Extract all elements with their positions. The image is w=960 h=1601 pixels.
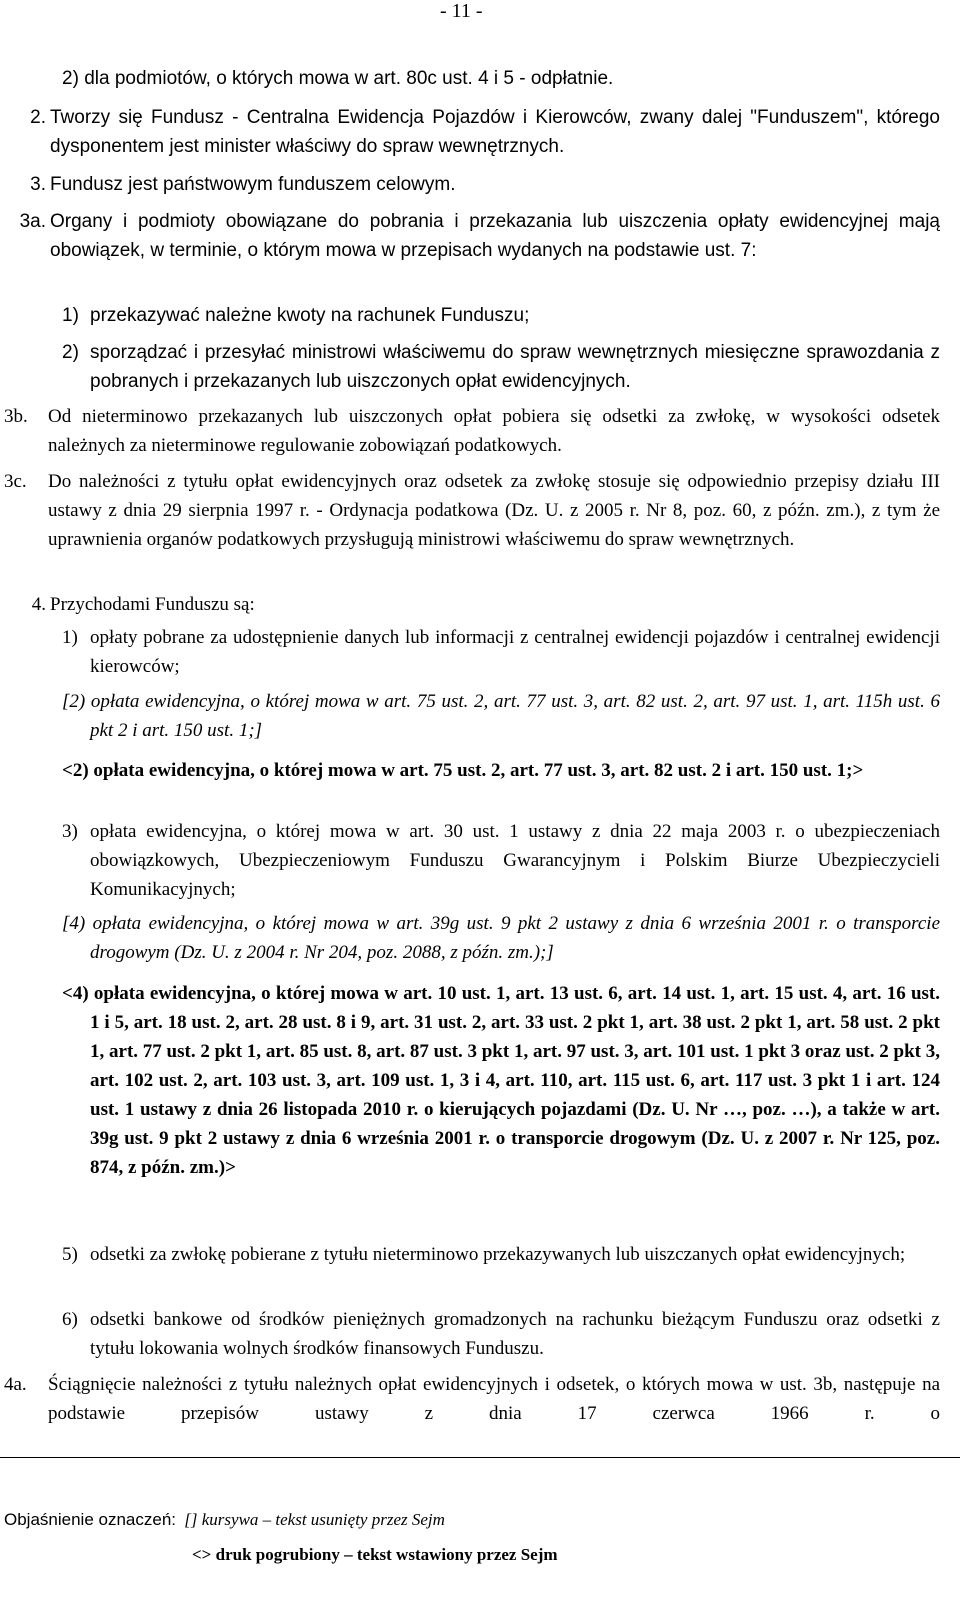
section-paragraph bbox=[0, 590, 940, 619]
list-item bbox=[62, 301, 940, 330]
list-item bbox=[62, 1305, 940, 1363]
section-number: 3b. bbox=[4, 406, 28, 427]
section-paragraph bbox=[0, 103, 940, 161]
item-text: <4) opłata ewidencyjna, o której mowa w art. 10 ust. 1, art. 13 ust. 6, art. 14 ust. 1, art. 15 ust. 4, art. 16 ust. 1 i 5, art. 18 ust. 2, art. 28 ust. 8 i 9, art. 31 ust. 2, art. 33 ust. 2 pkt 1, art. 38 ust. 2 pkt 1, art. 58 ust. 2 pkt 1, art. 77 ust. 2 pkt 1, art. 85 ust. 8, art. 87 ust. 3 pkt 1, art. 97 ust. 3, art. 101 ust. 1 pkt 3 oraz ust. 2 pkt 3, art. 102 ust. 2, art. 103 ust. 3, art. 109 ust. 1, 3 i 4, art. 110, art. 115 ust. 6, art. 117 ust. 3 pkt 1 i art. 124 ust. 1 ustawy z dnia 26 listopada 2010 r. o kierujących pojazdami (Dz. U. Nr …, poz. …), a także w art. 39g ust. 9 pkt 2 ustawy z dnia 6 września 2001 r. o transporcie drogowym (Dz. U. z 2007 r. Nr 125, poz. 874, z późn. zm.)> bbox=[62, 983, 940, 1178]
deleted-text-item bbox=[62, 909, 940, 967]
item-number: 1) bbox=[62, 627, 78, 648]
item-number: 3) bbox=[62, 821, 78, 842]
item-text: [4) opłata ewidencyjna, o której mowa w art. 39g ust. 9 pkt 2 ustawy z dnia 6 września 2001 r. o transporcie drogowym (Dz. U. z 2004 r. Nr 204, poz. 2088, z późn. zm.);] bbox=[62, 913, 940, 963]
list-item bbox=[62, 64, 942, 93]
item-text: sporządzać i przesyłać ministrowi właściwemu do spraw wewnętrznych miesięczne sprawozdania z pobranych i przekazanych lub uiszczonych opłat ewidencyjnych. bbox=[90, 342, 940, 392]
list-item bbox=[62, 1240, 940, 1269]
section-paragraph bbox=[4, 402, 940, 460]
item-text: [2) opłata ewidencyjna, o której mowa w art. 75 ust. 2, art. 77 ust. 3, art. 82 ust. 2, art. 97 ust. 1, art. 115h ust. 6 pkt 2 i art. 150 ust. 1;] bbox=[62, 691, 940, 741]
list-item bbox=[62, 817, 940, 904]
section-number: 3c. bbox=[4, 471, 27, 492]
inserted-text-item bbox=[62, 756, 940, 785]
footer-legend bbox=[4, 1510, 445, 1530]
item-text: dla podmiotów, o których mowa w art. 80c ust. 4 i 5 - odpłatnie. bbox=[84, 68, 614, 89]
item-text: przekazywać należne kwoty na rachunek Funduszu; bbox=[90, 305, 530, 326]
section-number: 4a. bbox=[4, 1374, 27, 1395]
item-number: 1) bbox=[62, 305, 79, 326]
section-text: Ściągnięcie należności z tytułu należnych opłat ewidencyjnych i odsetek, o których mowa w ust. 3b, następuje na podstawie przepisów ustawy z dnia 17 czerwca 1966 r. o bbox=[48, 1374, 940, 1424]
deleted-text-item bbox=[62, 687, 940, 745]
section-number: 3. bbox=[30, 174, 46, 195]
section-text: Organy i podmioty obowiązane do pobrania i przekazania lub uiszczenia opłaty ewidencyjnej mają obowiązek, w terminie, o którym mowa w przepisach wydanych na podstawie ust. 7: bbox=[50, 211, 940, 261]
item-number: 2) bbox=[62, 342, 79, 363]
section-paragraph bbox=[0, 207, 940, 265]
section-text: Do należności z tytułu opłat ewidencyjnych oraz odsetek za zwłokę stosuje się odpowiednio przepisy działu III ustawy z dnia 29 sierpnia 1997 r. - Ordynacja podatkowa (Dz. U. z 2005 r. Nr 8, poz. 60, z późn. zm.), z tym że uprawnienia organów podatkowych przysługują ministrowi właściwemu do spraw wewnętrznych. bbox=[48, 471, 940, 550]
list-item bbox=[62, 623, 940, 681]
item-text: <2) opłata ewidencyjna, o której mowa w art. 75 ust. 2, art. 77 ust. 3, art. 82 ust. 2 i art. 150 ust. 1;> bbox=[62, 760, 864, 781]
section-text: Tworzy się Fundusz - Centralna Ewidencja Pojazdów i Kierowców, zwany dalej "Funduszem", którego dysponentem jest minister właściwy do spraw wewnętrznych. bbox=[50, 107, 940, 157]
legend-italic: [] kursywa – tekst usunięty przez Sejm bbox=[184, 1510, 445, 1529]
item-text: odsetki za zwłokę pobierane z tytułu nieterminowo przekazywanych lub uiszczanych opłat ewidencyjnych; bbox=[90, 1244, 906, 1265]
item-text: odsetki bankowe od środków pieniężnych gromadzonych na rachunku bieżącym Funduszu oraz odsetki z tytułu lokowania wolnych środków finansowych Funduszu. bbox=[90, 1309, 940, 1359]
section-paragraph bbox=[4, 467, 940, 554]
section-paragraph bbox=[0, 170, 940, 199]
section-text: Przychodami Funduszu są: bbox=[50, 594, 255, 615]
legend-label: Objaśnienie oznaczeń: bbox=[4, 1510, 177, 1529]
section-paragraph bbox=[4, 1370, 940, 1428]
legend-bold: <> druk pogrubiony – tekst wstawiony przez Sejm bbox=[192, 1545, 558, 1564]
inserted-text-item bbox=[62, 979, 940, 1182]
page-number: - 11 - bbox=[440, 0, 483, 22]
item-number: 5) bbox=[62, 1244, 78, 1265]
item-text: opłata ewidencyjna, o której mowa w art. 30 ust. 1 ustawy z dnia 22 maja 2003 r. o ubezpieczeniach obowiązkowych, Ubezpieczeniowym Funduszu Gwarancyjnym i Polskim Biurze Ubezpieczycieli Komunikacyjnych; bbox=[90, 821, 940, 900]
list-item bbox=[62, 338, 940, 396]
section-text: Od nieterminowo przekazanych lub uiszczonych opłat pobiera się odsetki za zwłokę, w wysokości odsetek należnych za nieterminowe regulowanie zobowiązań podatkowych. bbox=[48, 406, 940, 456]
section-number: 4. bbox=[31, 594, 46, 615]
item-number: 6) bbox=[62, 1309, 78, 1330]
section-number: 3a. bbox=[19, 211, 46, 232]
item-number: 2) bbox=[62, 68, 79, 89]
footer-divider bbox=[0, 1457, 960, 1458]
section-number: 2. bbox=[30, 107, 46, 128]
item-text: opłaty pobrane za udostępnienie danych lub informacji z centralnej ewidencji pojazdów i centralnej ewidencji kierowców; bbox=[90, 627, 940, 677]
section-text: Fundusz jest państwowym funduszem celowym. bbox=[50, 174, 456, 195]
